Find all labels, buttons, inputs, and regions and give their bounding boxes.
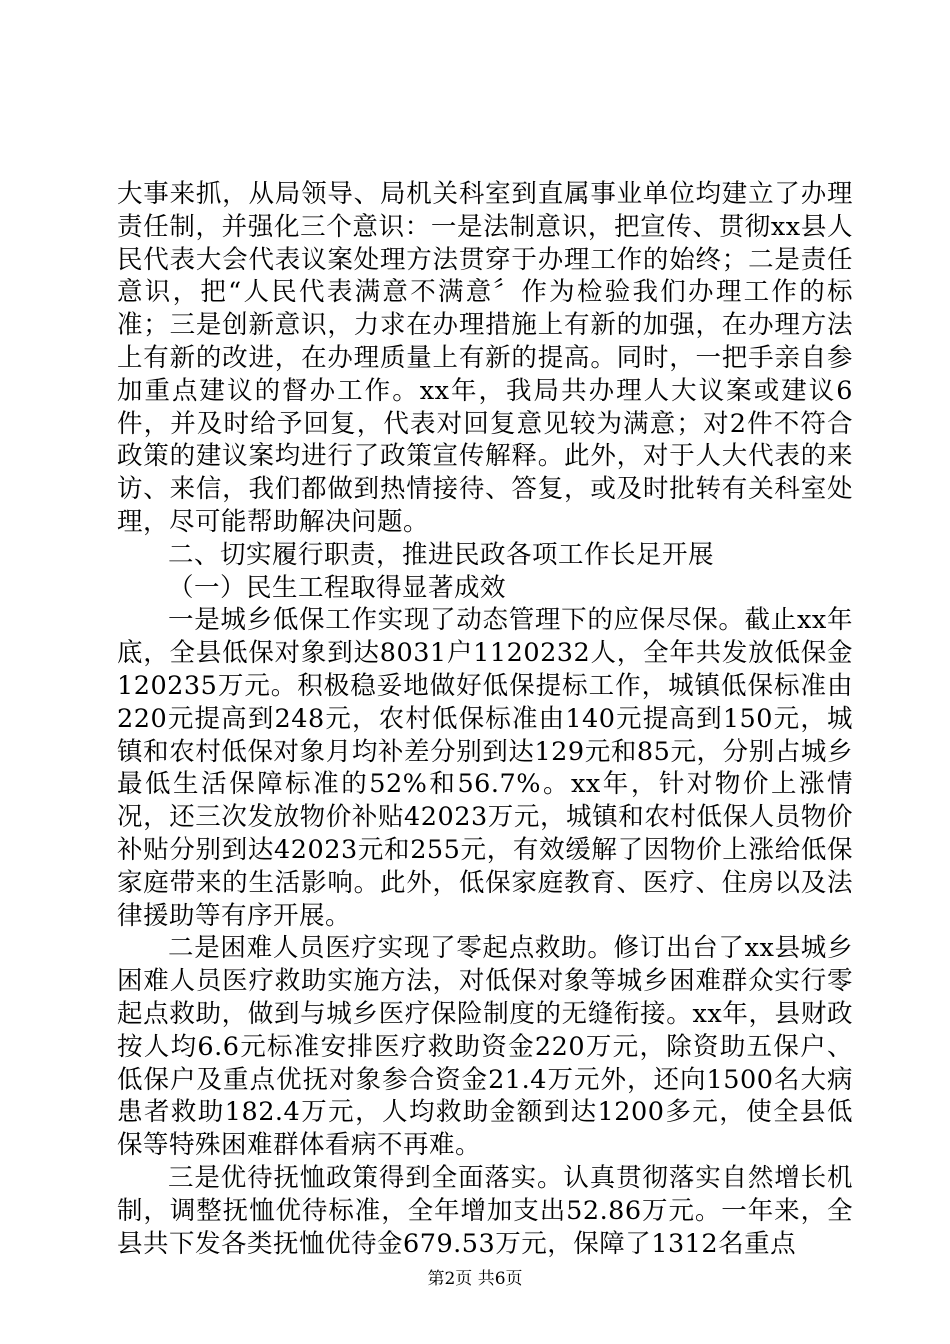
paragraph-subsistence: 一是城乡低保工作实现了动态管理下的应保尽保。截止xx年底，全县低保对象到达8031户1120232人，全年共发放低保金120235万元。积极稳妥地做好低保提标工作，城镇低保标准由220元提高到248元，农村低保标准由140元提高到150元，城镇和农村低保对象月均补差分别到达129元和85元，分别占城乡最低生活保障标准的52%和56.7%。xx年，针对物价上涨情况，还三次发放物价补贴42023万元，城镇和农村低保人员物价补贴分别到达42023元和255元，有效缓解了因物价上涨给低保家庭带来的生活影响。此外，低保家庭教育、医疗、住房以及法律援助等有序开展。 bbox=[117, 605, 853, 931]
page-footer: 第2页 共6页 bbox=[427, 1269, 523, 1289]
subsection-heading: （一）民生工程取得显著成效 bbox=[168, 572, 507, 603]
paragraph-pension: 三是优待抚恤政策得到全面落实。认真贯彻落实自然增长机制，调整抚恤优待标准，全年增加支出52.86万元。一年来，全县共下发各类抚恤优待金679.53万元，保障了1312名重点 bbox=[117, 1162, 853, 1259]
section-heading: 二、切实履行职责，推进民政各项工作长足开展 bbox=[168, 539, 715, 570]
paragraph-medical-aid: 二是困难人员医疗实现了零起点救助。修订出台了xx县城乡困难人员医疗救助实施方法，对低保对象等城乡困难群众实行零起点救助，做到与城乡医疗保险制度的无缝衔接。xx年，县财政按人均6.6元标准安排医疗救助资金220万元，除资助五保户、低保户及重点优抚对象参合资金21.4万元外，还向1500名大病患者救助182.4万元，人均救助金额到达1200多元，使全县低保等特殊困难群体看病不再难。 bbox=[117, 933, 853, 1161]
paragraph-intro: 大事来抓，从局领导、局机关科室到直属事业单位均建立了办理责任制，并强化三个意识：一是法制意识，把宣传、贯彻xx县人民代表大会代表议案处理方法贯穿于办理工作的始终；二是责任意识，把“人民代表满意不满意〞作为检验我们办理工作的标准；三是创新意识，力求在办理措施上有新的加强，在办理方法上有新的改进，在办理质量上有新的提高。同时，一把手亲自参加重点建议的督办工作。xx年，我局共办理人大议案或建议6件，并及时给予回复，代表对回复意见较为满意；对2件不符合政策的建议案均进行了政策宣传解释。此外，对于人大代表的来访、来信，我们都做到热情接待、答复，或及时批转有关科室处理，尽可能帮助解决问题。 bbox=[117, 179, 853, 537]
document-body bbox=[117, 178, 853, 1260]
